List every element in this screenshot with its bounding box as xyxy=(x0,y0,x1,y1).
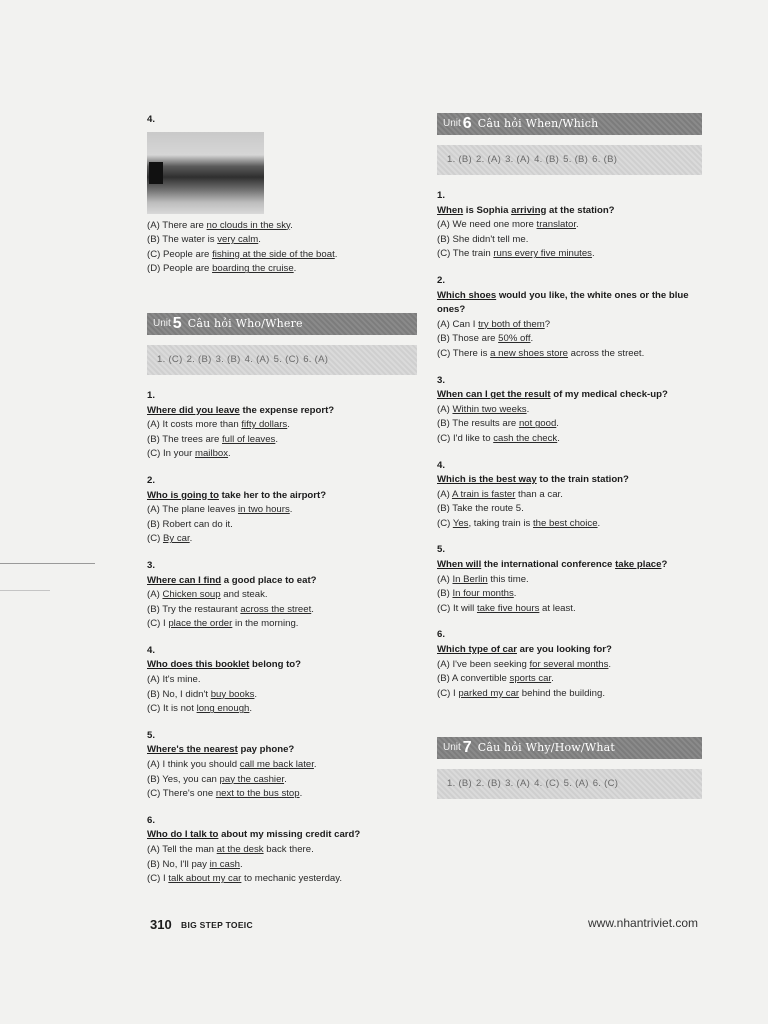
text: (B) Those are xyxy=(437,333,499,345)
question-text xyxy=(147,574,417,589)
text: . xyxy=(557,432,560,444)
answer-option xyxy=(437,687,702,702)
margin-rule-faint xyxy=(0,590,50,591)
text: (C) It will xyxy=(437,602,477,614)
underlined-text: pay the cashier xyxy=(219,773,285,785)
underlined-text: A train is faster xyxy=(451,488,516,500)
text: 1. xyxy=(147,389,156,401)
text: is Sophia xyxy=(463,204,512,216)
text: (B) The trees are xyxy=(147,433,223,445)
underlined-text: When xyxy=(437,204,464,216)
answer-option xyxy=(147,872,417,887)
underlined-text: arriving xyxy=(511,204,547,216)
answer-option xyxy=(147,702,417,717)
underlined-text: sports car xyxy=(509,673,552,685)
text: (C) There is xyxy=(437,347,491,359)
answer-option xyxy=(437,332,702,347)
text: . xyxy=(275,433,279,445)
text: 5. (B) xyxy=(563,153,589,165)
text: 5. xyxy=(437,544,446,556)
text: Unit xyxy=(443,742,461,754)
text: (C) xyxy=(437,517,453,529)
underlined-text: for several months xyxy=(529,658,609,670)
text: 1. (C) xyxy=(157,353,183,365)
answer-option xyxy=(147,673,417,688)
text: (B) Yes, you can xyxy=(147,773,220,785)
answer-option xyxy=(437,488,702,503)
text: back there. xyxy=(263,844,314,855)
text: 1. (B) xyxy=(447,778,473,790)
answer-option xyxy=(147,588,417,603)
answer-option xyxy=(437,672,702,687)
text: (B) Try the restaurant xyxy=(147,603,241,615)
u5-question-4 xyxy=(147,644,417,717)
text: to mechanic yesterday. xyxy=(241,873,342,885)
answer-option xyxy=(147,433,417,448)
text: 5. (C) xyxy=(273,353,300,365)
u6-question-5 xyxy=(437,543,702,616)
text: (B) She didn't tell me. xyxy=(437,233,529,245)
answer-option xyxy=(437,318,702,333)
underlined-text: Where can I find xyxy=(147,574,222,586)
answer-option xyxy=(147,758,417,773)
text: (C) xyxy=(147,533,163,545)
underlined-text: in cash xyxy=(209,858,241,870)
underlined-text: 50% off xyxy=(498,333,531,345)
option-a xyxy=(147,219,417,234)
underlined-text: not good xyxy=(518,418,557,430)
text: . xyxy=(311,603,314,615)
text: (D) People are xyxy=(147,263,213,275)
text: this time. xyxy=(487,573,529,585)
answer-option xyxy=(437,517,702,532)
text: (C) I'd like to xyxy=(437,432,494,444)
underlined-text: Which shoes xyxy=(437,289,497,301)
unit-6-banner xyxy=(437,113,702,135)
answer-option xyxy=(437,218,702,233)
underlined-text: the best choice xyxy=(533,517,598,529)
underlined-text: Who does this booklet xyxy=(147,659,250,671)
underlined-text: Where did you leave xyxy=(147,404,240,416)
text: take her to the airport? xyxy=(218,489,327,501)
underlined-text: Within two weeks xyxy=(452,403,527,415)
text: (B) The water is xyxy=(147,234,218,246)
question-text xyxy=(147,743,417,758)
question-text xyxy=(147,828,417,843)
text: 3. (A) xyxy=(505,778,531,790)
u5-question-6 xyxy=(147,814,417,887)
margin-rule xyxy=(0,563,95,564)
underlined-text: translator xyxy=(536,219,577,231)
answer-option xyxy=(437,587,702,602)
text: (B) A convertible xyxy=(437,673,510,685)
underlined-text: a new shoes store xyxy=(490,347,569,359)
unit-5-banner xyxy=(147,313,417,335)
text: at least. xyxy=(539,602,576,614)
underlined-text: Which is the best way xyxy=(437,474,537,486)
text: . xyxy=(290,219,293,231)
text: (A) xyxy=(437,403,453,415)
underlined-text: runs every five minutes xyxy=(493,248,592,260)
text: Unit xyxy=(153,317,171,329)
u5-question-1 xyxy=(147,389,417,462)
underlined-text: Who do I talk to xyxy=(147,829,219,841)
question-text xyxy=(437,204,702,219)
text: 6. xyxy=(437,629,446,641)
text: 6 xyxy=(462,114,472,132)
u6-question-1 xyxy=(437,189,702,262)
underlined-text: fifty dollars xyxy=(241,419,288,431)
u6-question-4 xyxy=(437,459,702,532)
text: a good place to eat? xyxy=(221,574,317,586)
answer-option xyxy=(147,518,417,533)
text: (A) It costs more than xyxy=(147,419,242,431)
underlined-text: Where's the nearest xyxy=(147,744,238,756)
answer-option xyxy=(147,617,417,632)
text: about my missing credit card? xyxy=(218,829,361,841)
underlined-text: very calm xyxy=(217,234,259,246)
text: Unit xyxy=(443,117,461,129)
text: (C) I xyxy=(147,873,169,885)
underlined-text: take five hours xyxy=(476,602,540,614)
u6-question-3 xyxy=(437,374,702,447)
answer-option xyxy=(147,603,417,618)
text: (B) No, I'll pay xyxy=(147,858,210,870)
text: and steak. xyxy=(220,589,268,601)
unit-6-answer-key xyxy=(437,145,702,175)
answer-option xyxy=(147,688,417,703)
question-4-photo-block xyxy=(147,113,417,277)
text: 4. (C) xyxy=(534,778,560,790)
underlined-text: across the street xyxy=(240,603,312,615)
text: pay phone? xyxy=(237,744,295,756)
u5-question-2 xyxy=(147,474,417,547)
text: , taking train is xyxy=(468,517,533,529)
question-text xyxy=(437,643,702,658)
text: 6. (C) xyxy=(592,778,619,790)
underlined-text: take place xyxy=(615,559,662,571)
text: . xyxy=(254,688,258,700)
question-text xyxy=(147,404,417,419)
text: (A) The plane leaves xyxy=(147,504,239,516)
unit-5-answer-key xyxy=(147,345,417,375)
underlined-text: boarding the cruise xyxy=(212,263,294,275)
text: . xyxy=(576,219,579,231)
option-c xyxy=(147,248,417,263)
right-column xyxy=(437,113,702,813)
question-text xyxy=(437,289,702,318)
text: 2. xyxy=(147,474,156,486)
text: . xyxy=(299,788,303,800)
underlined-text: parked my car xyxy=(458,687,520,699)
left-column xyxy=(147,113,417,899)
text: 5 xyxy=(172,314,182,332)
text: . xyxy=(189,533,193,545)
text: . xyxy=(313,759,317,771)
text: (A) Tell the man xyxy=(147,844,217,855)
text: (C) People are xyxy=(147,248,213,260)
underlined-text: In Berlin xyxy=(452,573,488,585)
text: (A) It's mine. xyxy=(147,674,201,686)
text: 4. (B) xyxy=(534,153,560,165)
answer-option xyxy=(437,403,702,418)
answer-option xyxy=(437,573,702,588)
answer-option xyxy=(437,247,702,262)
q4-options xyxy=(147,219,417,277)
answer-option xyxy=(147,503,417,518)
underlined-text: at the desk xyxy=(216,844,264,855)
text: (A) There are xyxy=(147,219,207,231)
text: behind the building. xyxy=(519,687,605,699)
text: (A) I think you should xyxy=(147,759,240,771)
underlined-text: When will xyxy=(437,559,482,571)
text: 4. (A) xyxy=(244,353,270,365)
question-text xyxy=(437,558,702,573)
answer-option xyxy=(147,418,417,433)
text: 1. xyxy=(437,190,446,201)
text: than a car. xyxy=(515,488,563,500)
text: 6. xyxy=(147,814,156,826)
text: (A) I've been seeking xyxy=(437,658,530,670)
text: . xyxy=(287,419,290,431)
text: (A) We need one more xyxy=(437,219,537,231)
unit-6-title: Câu hỏi When/Which xyxy=(477,116,599,130)
text: 6. (B) xyxy=(592,153,618,165)
question-text xyxy=(437,388,702,403)
text: (C) I xyxy=(437,687,459,699)
text: 2. xyxy=(437,274,446,286)
boat-silhouette xyxy=(149,162,163,184)
u6-question-2 xyxy=(437,274,702,362)
text: (C) I xyxy=(147,618,169,630)
u5-question-5 xyxy=(147,729,417,802)
answer-option xyxy=(437,658,702,673)
text: 4. xyxy=(147,644,156,656)
question-text xyxy=(147,658,417,673)
text: 7 xyxy=(462,739,472,757)
text: 1. (B) xyxy=(447,153,473,165)
underlined-text: cash the check xyxy=(493,432,558,444)
answer-option xyxy=(437,502,702,517)
answer-option xyxy=(437,417,702,432)
text: 6. (A) xyxy=(303,353,329,365)
text: (B) xyxy=(437,588,453,600)
underlined-text: in two hours xyxy=(238,504,290,516)
underlined-text: buy books xyxy=(210,688,255,700)
text: across the street. xyxy=(568,347,645,359)
text: (A) xyxy=(437,488,452,500)
underlined-text: Yes xyxy=(452,517,469,529)
answer-option xyxy=(147,532,417,547)
text: 2. (B) xyxy=(476,778,502,790)
unit-7-banner xyxy=(437,737,702,759)
underlined-text: fishing at the side of the boat xyxy=(212,248,335,260)
underlined-text: try both of them xyxy=(478,318,545,330)
underlined-text: next to the bus stop xyxy=(215,788,300,800)
text: (B) Take the route 5. xyxy=(437,503,524,515)
text: 2. (A) xyxy=(476,153,502,165)
text: . xyxy=(513,588,517,600)
u6-question-6 xyxy=(437,628,702,701)
text: . xyxy=(551,673,554,685)
answer-option xyxy=(437,432,702,447)
text: (A) xyxy=(437,573,453,585)
text: 2. (B) xyxy=(186,353,212,365)
text: 3. (A) xyxy=(505,153,531,165)
sea-photo xyxy=(147,132,264,214)
book-title: BIG STEP TOEIC xyxy=(181,920,253,930)
answer-option xyxy=(147,773,417,788)
text: are you looking for? xyxy=(516,644,612,656)
underlined-text: Who is going to xyxy=(147,489,219,501)
underlined-text: Chicken soup xyxy=(162,589,221,601)
text: (B) The results are xyxy=(437,418,519,430)
unit-5-title: Câu hỏi Who/Where xyxy=(187,316,303,330)
question-text xyxy=(147,489,417,504)
underlined-text: In four months xyxy=(452,588,514,600)
text: . xyxy=(597,517,601,529)
option-d xyxy=(147,262,417,277)
text: . xyxy=(608,658,612,670)
text: . xyxy=(526,403,530,415)
underlined-text: Which type of car xyxy=(437,644,517,656)
text: (A) xyxy=(147,589,163,601)
text: . xyxy=(258,234,261,246)
text: . xyxy=(284,773,287,785)
underlined-text: call me back later xyxy=(239,759,314,771)
answer-option xyxy=(437,602,702,617)
unit-7-title: Câu hỏi Why/How/What xyxy=(477,741,615,755)
text: to the train station? xyxy=(536,474,629,486)
underlined-text: By car xyxy=(162,533,190,545)
underlined-text: mailbox xyxy=(194,448,229,460)
text: ? xyxy=(661,559,668,571)
text: . xyxy=(289,504,293,516)
page-number: 310 xyxy=(150,917,172,932)
text: (C) In your xyxy=(147,448,195,460)
text: the international conference xyxy=(481,559,616,571)
text: . xyxy=(240,858,243,870)
answer-option xyxy=(147,858,417,873)
question-text xyxy=(437,473,702,488)
text: (B) No, I didn't xyxy=(147,688,211,700)
answer-option xyxy=(147,447,417,462)
underlined-text: long enough xyxy=(196,703,250,715)
text: (C) It is not xyxy=(147,703,197,715)
underlined-text: full of leaves xyxy=(222,433,276,445)
answer-option xyxy=(147,843,417,858)
text: (B) Robert can do it. xyxy=(147,518,233,530)
underlined-text: place the order xyxy=(168,618,233,630)
text: 5. xyxy=(147,729,156,741)
text: belong to? xyxy=(249,659,302,671)
text: 4. xyxy=(437,459,446,471)
option-b xyxy=(147,233,417,248)
text: the expense report? xyxy=(239,404,335,416)
underlined-text: When can I get the result xyxy=(437,389,551,401)
text: 3. (B) xyxy=(215,353,241,365)
text: . xyxy=(249,703,253,715)
answer-option xyxy=(147,787,417,802)
unit-7-answer-key xyxy=(437,769,702,799)
text: at the station? xyxy=(546,204,615,216)
question-number: 4. xyxy=(147,114,156,125)
text: in the morning. xyxy=(232,618,299,630)
text: would you like, the white ones or the blue ones? xyxy=(437,289,689,316)
text: 5. (A) xyxy=(563,778,589,790)
text: . xyxy=(591,248,595,260)
text: (C) There's one xyxy=(147,788,216,800)
text: . xyxy=(556,418,559,430)
underlined-text: talk about my car xyxy=(168,873,242,885)
text: 3. xyxy=(437,374,446,386)
text: . xyxy=(228,448,231,460)
text: . xyxy=(293,263,297,275)
underlined-text: no clouds in the sky xyxy=(206,219,291,231)
text: of my medical check-up? xyxy=(550,389,668,401)
answer-option xyxy=(437,347,702,362)
text: 3. xyxy=(147,559,156,571)
text: (C) The train xyxy=(437,248,494,260)
answer-option xyxy=(437,233,702,248)
text: ? xyxy=(544,318,551,330)
text: . xyxy=(530,333,534,345)
text: . xyxy=(334,248,338,260)
website-url: www.nhantriviet.com xyxy=(588,916,699,930)
text: (A) Can I xyxy=(437,318,479,330)
u5-question-3 xyxy=(147,559,417,632)
